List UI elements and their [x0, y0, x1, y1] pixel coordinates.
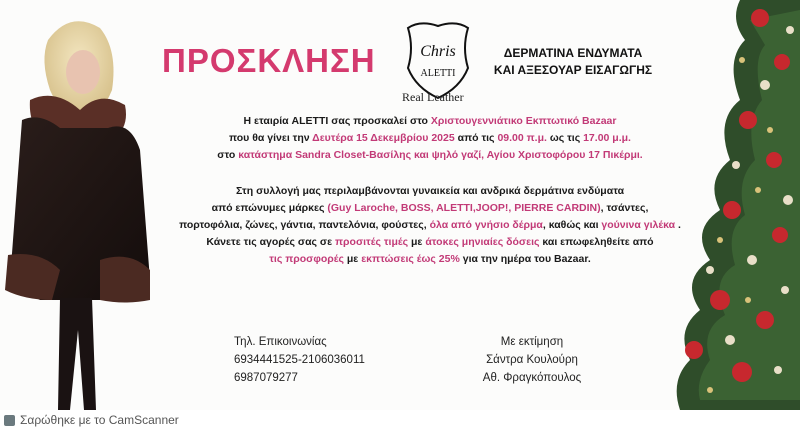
collection-details	[160, 183, 700, 268]
svg-text:Chris: Chris	[420, 43, 456, 60]
collection-line-1: Στη συλλογή μας περιλαμβάνονται γυναικεία και ανδρικά δερμάτινα ενδύματα	[235, 185, 625, 197]
camscanner-icon	[4, 415, 15, 426]
collection-line-4: Κάνετε τις αγορές σας σε προσιτές τιμές με άτοκες μηνιαίες δόσεις και επωφεληθείτε από	[206, 236, 654, 248]
contact-label: Τηλ. Επικοινωνίας	[234, 336, 327, 348]
signature-block	[472, 333, 592, 387]
company-line-1: ΔΕΡΜΑΤΙΝΑ ΕΝΔΥΜΑΤΑ	[503, 46, 643, 60]
scanner-footer	[0, 410, 800, 433]
event-line-3: στο κατάστημα Sandra Closet-Βασίλης και ψηλό γαζί, Αγίου Χριστοφόρου 17 Πικέρμι.	[217, 149, 643, 161]
company-line-2: ΚΑΙ ΑΞΕΣΟΥΑΡ ΕΙΣΑΓΩΓΗΣ	[493, 63, 653, 77]
signer-1: Σάντρα Κουλούρη	[486, 354, 578, 366]
svg-text:ALETTI: ALETTI	[420, 68, 456, 79]
event-line-1: Η εταιρία ALETTI σας προσκαλεί στο Χριστουγεννιάτικο Εκπτωτικό Bazaar	[243, 115, 617, 127]
signature-label: Με εκτίμηση	[500, 336, 564, 348]
collection-line-5: τις προσφορές με εκπτώσεις έως 25% για την ημέρα του Bazaar.	[269, 253, 591, 265]
phone-numbers-1: 6934441525-2106036011	[234, 354, 365, 366]
event-details	[160, 113, 700, 164]
event-line-2: που θα γίνει την Δευτέρα 15 Δεκεμβρίου 2025 από τις 09.00 π.μ. ως τις 17.00 μ.μ.	[229, 132, 631, 144]
woman-photo	[0, 0, 160, 410]
signer-2: Αθ. Φραγκόπουλος	[482, 372, 582, 384]
collection-line-3: πορτοφόλια, ζώνες, γάντια, παντελόνια, φούστες, όλα από γνήσιο δέρμα, καθώς και γούνινα γιλέκα .	[179, 219, 681, 231]
collection-line-2: από επώνυμες μάρκες (Guy Laroche, BOSS, ALETTI,JOOP!, PIERRE CARDIN), τσάντες,	[211, 202, 649, 214]
logo-caption: Real Leather	[402, 90, 464, 104]
phone-numbers-2: 6987079277	[234, 372, 298, 384]
contact-block	[234, 333, 365, 387]
invitation-title: ΠΡΟΣΚΛΗΣΗ	[162, 42, 376, 79]
scanner-watermark-text: Σαρώθηκε με το CamScanner	[20, 413, 179, 427]
company-description	[488, 45, 658, 79]
christmas-tree-image	[670, 0, 800, 410]
